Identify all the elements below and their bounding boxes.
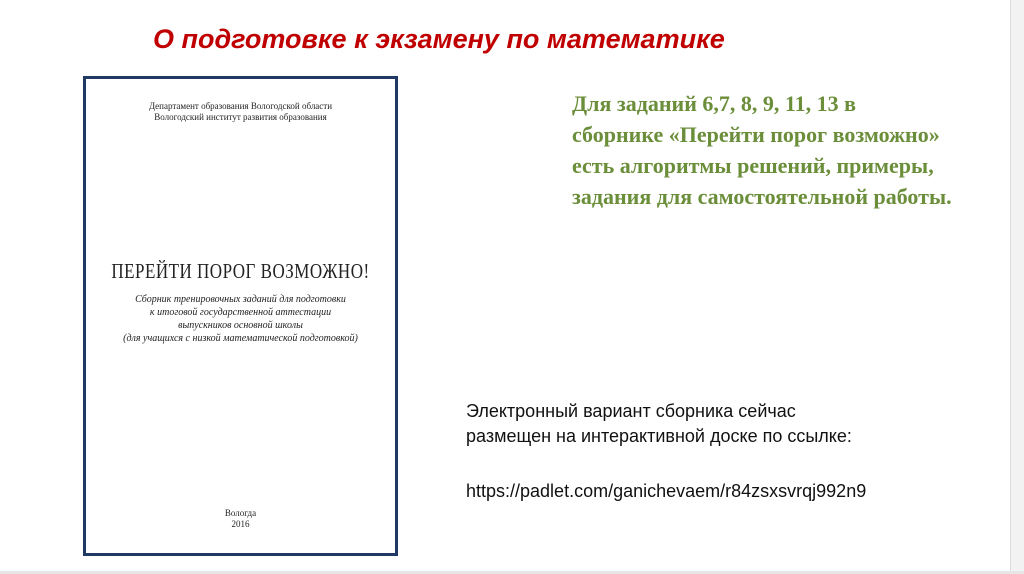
cover-subtitle-line: выпускников основной школы <box>178 320 303 331</box>
cover-city: Вологда <box>224 508 257 518</box>
tasks-info-text: Для заданий 6,7, 8, 9, 11, 13 в сборнике «Перейти порог возможно» есть алгоритмы решений, примеры, задания для самостоятельной работы. <box>572 91 952 209</box>
cover-org-line: Вологодский институт развития образования <box>154 112 327 122</box>
electronic-note-line: размещен на интерактивной доске по ссылке: <box>466 426 852 446</box>
electronic-note-line: Электронный вариант сборника сейчас <box>466 401 796 421</box>
padlet-link[interactable]: https://padlet.com/ganichevaem/r84zsxsvrqj992n9 <box>466 481 867 501</box>
slide-right-edge <box>1010 0 1024 574</box>
cover-subtitle <box>86 293 395 345</box>
slide-title: О подготовке к экзамену по математике <box>153 24 725 54</box>
cover-title: ПЕРЕЙТИ ПОРОГ ВОЗМОЖНО! <box>111 259 370 283</box>
cover-year: 2016 <box>231 519 250 529</box>
electronic-version-note <box>466 399 986 449</box>
cover-org-line: Департамент образования Вологодской области <box>148 101 333 111</box>
cover-subtitle-line: (для учащихся с низкой математической подготовкой) <box>123 333 358 344</box>
cover-subtitle-line: Сборник тренировочных заданий для подготовки <box>135 294 346 305</box>
cover-organization <box>86 101 395 123</box>
cover-footer <box>86 508 395 530</box>
book-cover-image <box>83 76 398 556</box>
cover-subtitle-line: к итоговой государственной аттестации <box>149 307 332 318</box>
